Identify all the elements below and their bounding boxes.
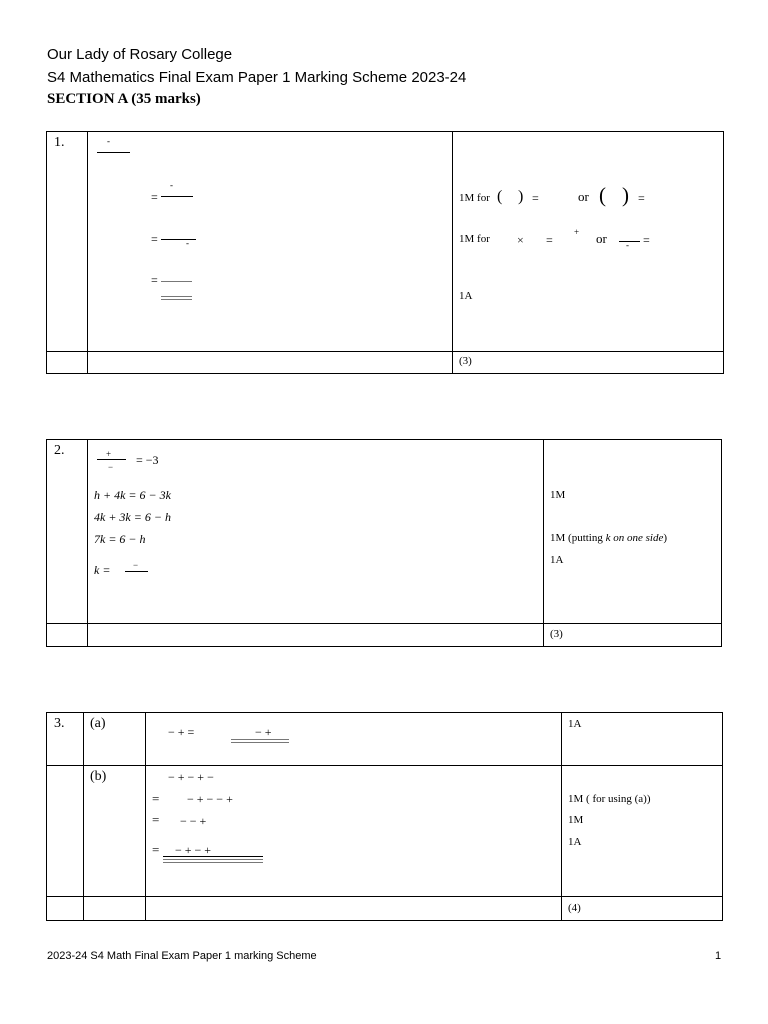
- q3-part-b-fraction-bar: [163, 856, 263, 857]
- q1-step3-equals: =: [151, 273, 158, 287]
- page-number: 1: [715, 950, 722, 962]
- q3-part-a-lhs: − + =: [168, 725, 195, 739]
- q1-divider-marks: [452, 131, 453, 374]
- q3-part-a-underline-2: [231, 742, 289, 743]
- q1-mark2-equals: =: [546, 233, 553, 247]
- q1-mark1-lparen-large: (: [599, 183, 606, 207]
- q2-mark-2: [550, 532, 667, 544]
- q2-mark-3: 1A: [550, 554, 564, 566]
- q3-part-a-mark: 1A: [568, 718, 582, 730]
- q1-mark2-prefix: 1M for: [459, 233, 490, 245]
- q1-step1-minus: -: [170, 180, 173, 190]
- q2-divider-number: [87, 439, 88, 647]
- q3-border: [46, 712, 723, 921]
- q1-mark1-or: or: [578, 189, 589, 204]
- q1-mark2-times: ×: [517, 233, 524, 247]
- q3-part-b-mark-1: 1M ( for using (a)): [568, 793, 651, 805]
- q1-mark2-or: or: [596, 231, 607, 246]
- q2-step-1: h + 4k = 6 − 3k: [94, 488, 171, 502]
- q1-mark2-minus: -: [626, 240, 629, 250]
- q1-mark2-fraction-bar: [619, 241, 640, 242]
- q3-divider-number: [83, 712, 84, 921]
- q3-divider-marks: [561, 712, 562, 921]
- q2-fraction-minus: −: [108, 462, 114, 472]
- q1-mark1-equals-2: =: [638, 191, 645, 205]
- q1-mark1-rparen: ): [518, 188, 524, 205]
- q1-answer-underline-1: [161, 296, 192, 297]
- q1-mark1-rparen-large: ): [622, 183, 629, 207]
- q3-number: 3.: [54, 716, 65, 731]
- q3-part-a-rhs: − +: [255, 725, 272, 739]
- q1-step3-bar: [161, 281, 192, 282]
- exam-title: S4 Mathematics Final Exam Paper 1 Marking Scheme 2023-24: [47, 69, 467, 86]
- q3-part-b-step-1: − + − + −: [168, 770, 214, 784]
- q3-part-b-step-2: − + − − +: [187, 792, 233, 806]
- q2-number: 2.: [54, 443, 65, 458]
- q3-part-b-equals-2: =: [152, 812, 160, 827]
- q1-step2-minus: -: [186, 238, 189, 248]
- q2-mark2-suffix: ): [663, 532, 668, 544]
- q3-part-a-underline-1: [231, 739, 289, 740]
- q2-total-row-line: [46, 623, 722, 624]
- q1-total-row-line: [46, 351, 724, 352]
- q3-part-b-equals-3: =: [152, 842, 160, 857]
- q3-part-b-step-3: − − +: [180, 814, 207, 828]
- q2-divider-marks: [543, 439, 544, 647]
- q3-part-b-underline-1: [163, 859, 263, 860]
- q1-mark1-prefix: 1M for: [459, 192, 490, 204]
- footer-title: 2023-24 S4 Math Final Exam Paper 1 marking Scheme: [47, 950, 317, 962]
- q2-fraction-plus: +: [106, 449, 112, 459]
- q1-mark2-plus: +: [574, 227, 580, 237]
- q3-part-b-mark-2: 1M: [568, 814, 584, 826]
- q2-step-4-bar: [125, 571, 148, 572]
- q1-mark2-equals-2: =: [643, 233, 650, 247]
- q3-part-a-label: (a): [90, 716, 106, 731]
- q3-total-row-line: [46, 896, 723, 897]
- q2-step-2: 4k + 3k = 6 − h: [94, 510, 171, 524]
- q3-part-b-equals-1: =: [152, 791, 160, 806]
- q2-step-4-lhs: k =: [94, 563, 111, 577]
- q2-mark-1: 1M: [550, 489, 566, 501]
- q1-step1-bar: [161, 196, 193, 197]
- q2-total-marks: (3): [550, 628, 563, 640]
- school-name: Our Lady of Rosary College: [47, 46, 233, 63]
- q1-mark-3: 1A: [459, 290, 473, 302]
- q1-numerator-minus: -: [107, 136, 110, 146]
- q3-part-b-mark-3: 1A: [568, 836, 582, 848]
- q2-mark2-italic: k on one side: [605, 532, 664, 544]
- q3-part-b-label: (b): [90, 769, 107, 784]
- q1-number: 1.: [54, 135, 65, 150]
- q1-divider-number: [87, 131, 88, 374]
- q1-border: [46, 131, 724, 374]
- q3-part-b-step-4: − + − +: [175, 843, 212, 857]
- q1-step2-equals: =: [151, 232, 158, 246]
- q3-divider-part: [145, 712, 146, 921]
- q3-part-b-underline-2: [163, 862, 263, 863]
- q1-answer-underline-2: [161, 299, 192, 300]
- q3-part-separator: [46, 765, 723, 766]
- q3-total-marks: (4): [568, 902, 581, 914]
- q2-mark2-prefix: 1M (putting: [550, 532, 606, 544]
- q2-equation-rhs: = −3: [136, 453, 159, 467]
- q1-mark1-equals: =: [532, 191, 539, 205]
- section-title: SECTION A (35 marks): [47, 91, 201, 107]
- q1-total-marks: (3): [459, 355, 472, 367]
- q2-step-3: 7k = 6 − h: [94, 532, 146, 546]
- q1-mark1-lparen: (: [497, 188, 503, 205]
- q2-fraction-bar: [97, 459, 126, 460]
- q1-step2-bar: [161, 239, 196, 240]
- q2-step-4-minus: −: [133, 560, 139, 570]
- q1-step1-equals: =: [151, 190, 158, 204]
- q1-fraction-bar: [97, 152, 130, 153]
